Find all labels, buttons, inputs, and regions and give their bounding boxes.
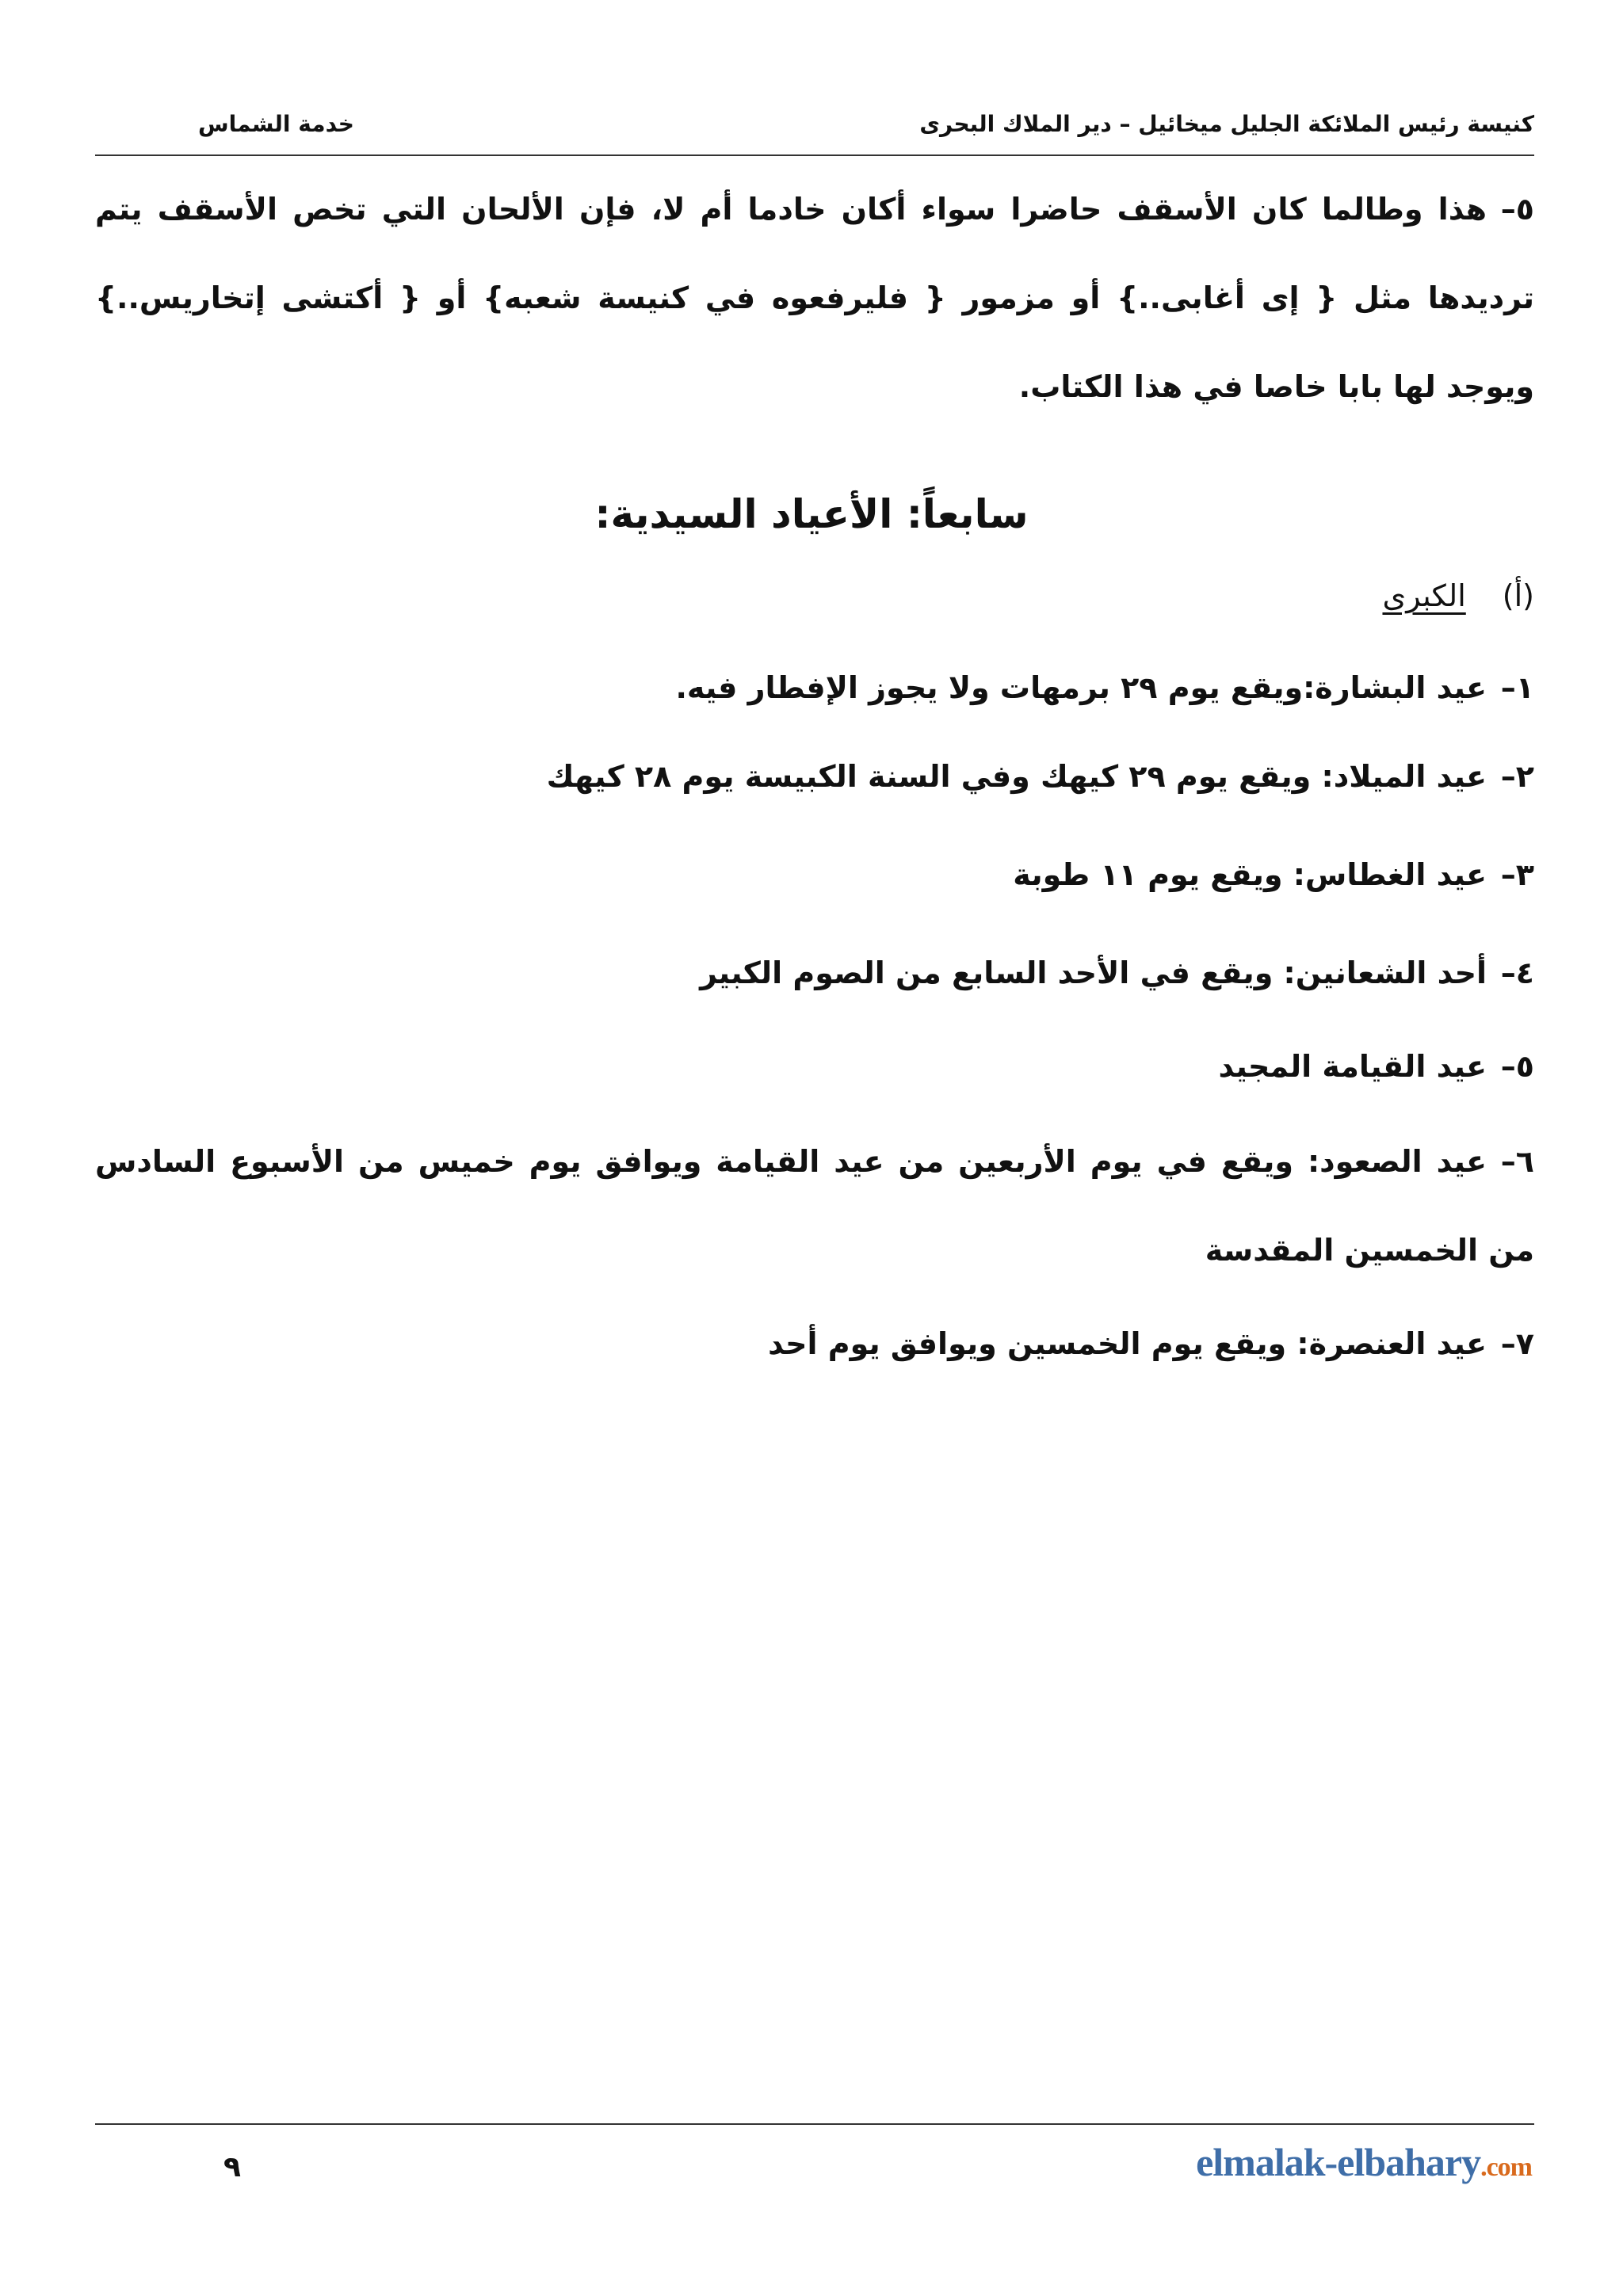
item-number: ٢– — [1500, 759, 1534, 794]
section-title: سابعاً: الأعياد السيدية: — [594, 491, 1029, 537]
brand-suffix: .com — [1480, 2153, 1532, 2182]
header-church-name: كنيسة رئيس الملائكة الجليل ميخائيل – دير الملاك البحرى — [919, 111, 1534, 137]
list-item — [95, 732, 1534, 821]
subheading — [1382, 578, 1534, 613]
item-number: ١– — [1500, 670, 1534, 705]
subheading-label: الكبرى — [1382, 578, 1466, 613]
item-text: عيد الصعود: ويقع في يوم الأربعين من عيد القيامة ويوافق يوم خميس من الأسبوع السادس من الخمسين المقدسة — [95, 1144, 1534, 1268]
item-text: عيد البشارة:ويقع يوم ٢٩ برمهات ولا يجوز الإفطار فيه. — [675, 670, 1487, 705]
list-item — [95, 1299, 1534, 1388]
site-brand-logo — [1196, 2139, 1532, 2185]
intro-paragraph — [95, 165, 1534, 431]
list-item — [95, 830, 1534, 919]
header-divider — [95, 154, 1534, 156]
item-number: ٧– — [1500, 1326, 1534, 1361]
header-section-name: خدمة الشماس — [198, 111, 354, 137]
list-item — [95, 1117, 1534, 1295]
footer-divider — [95, 2123, 1534, 2125]
item-number: ٥– — [1500, 1049, 1534, 1084]
brand-name: elmalak-elbahary — [1196, 2140, 1481, 2184]
list-item — [95, 929, 1534, 1017]
subheading-marker: (أ) — [1502, 578, 1534, 613]
item-text: عيد القيامة المجيد — [1218, 1049, 1487, 1084]
item-text: عيد الميلاد: ويقع يوم ٢٩ كيهك وفي السنة الكبيسة يوم ٢٨ كيهك — [546, 759, 1487, 794]
item-number: ٦– — [1500, 1144, 1534, 1179]
list-item — [95, 643, 1534, 732]
intro-item-number: ٥– — [1500, 192, 1534, 227]
item-text: عيد الغطاس: ويقع يوم ١١ طوبة — [1013, 857, 1487, 892]
item-text: أحد الشعانين: ويقع في الأحد السابع من الصوم الكبير — [700, 955, 1487, 990]
item-number: ٣– — [1500, 857, 1534, 892]
page-number: ٩ — [223, 2151, 241, 2183]
item-text: عيد العنصرة: ويقع يوم الخمسين ويوافق يوم أحد — [768, 1326, 1487, 1361]
list-item — [95, 1022, 1534, 1111]
item-number: ٤– — [1500, 955, 1534, 990]
intro-item-text: هذا وطالما كان الأسقف حاضرا سواء أكان خادما أم لا، فإن الألحان التي تخص الأسقف يتم ترديدها مثل { إى أغابى..} أو مزمور { فليرفعوه في كنيسة شعبه} أو { أكتشى إتخاريس..} ويوجد لها بابا خاصا في هذا الكتاب. — [95, 192, 1534, 404]
